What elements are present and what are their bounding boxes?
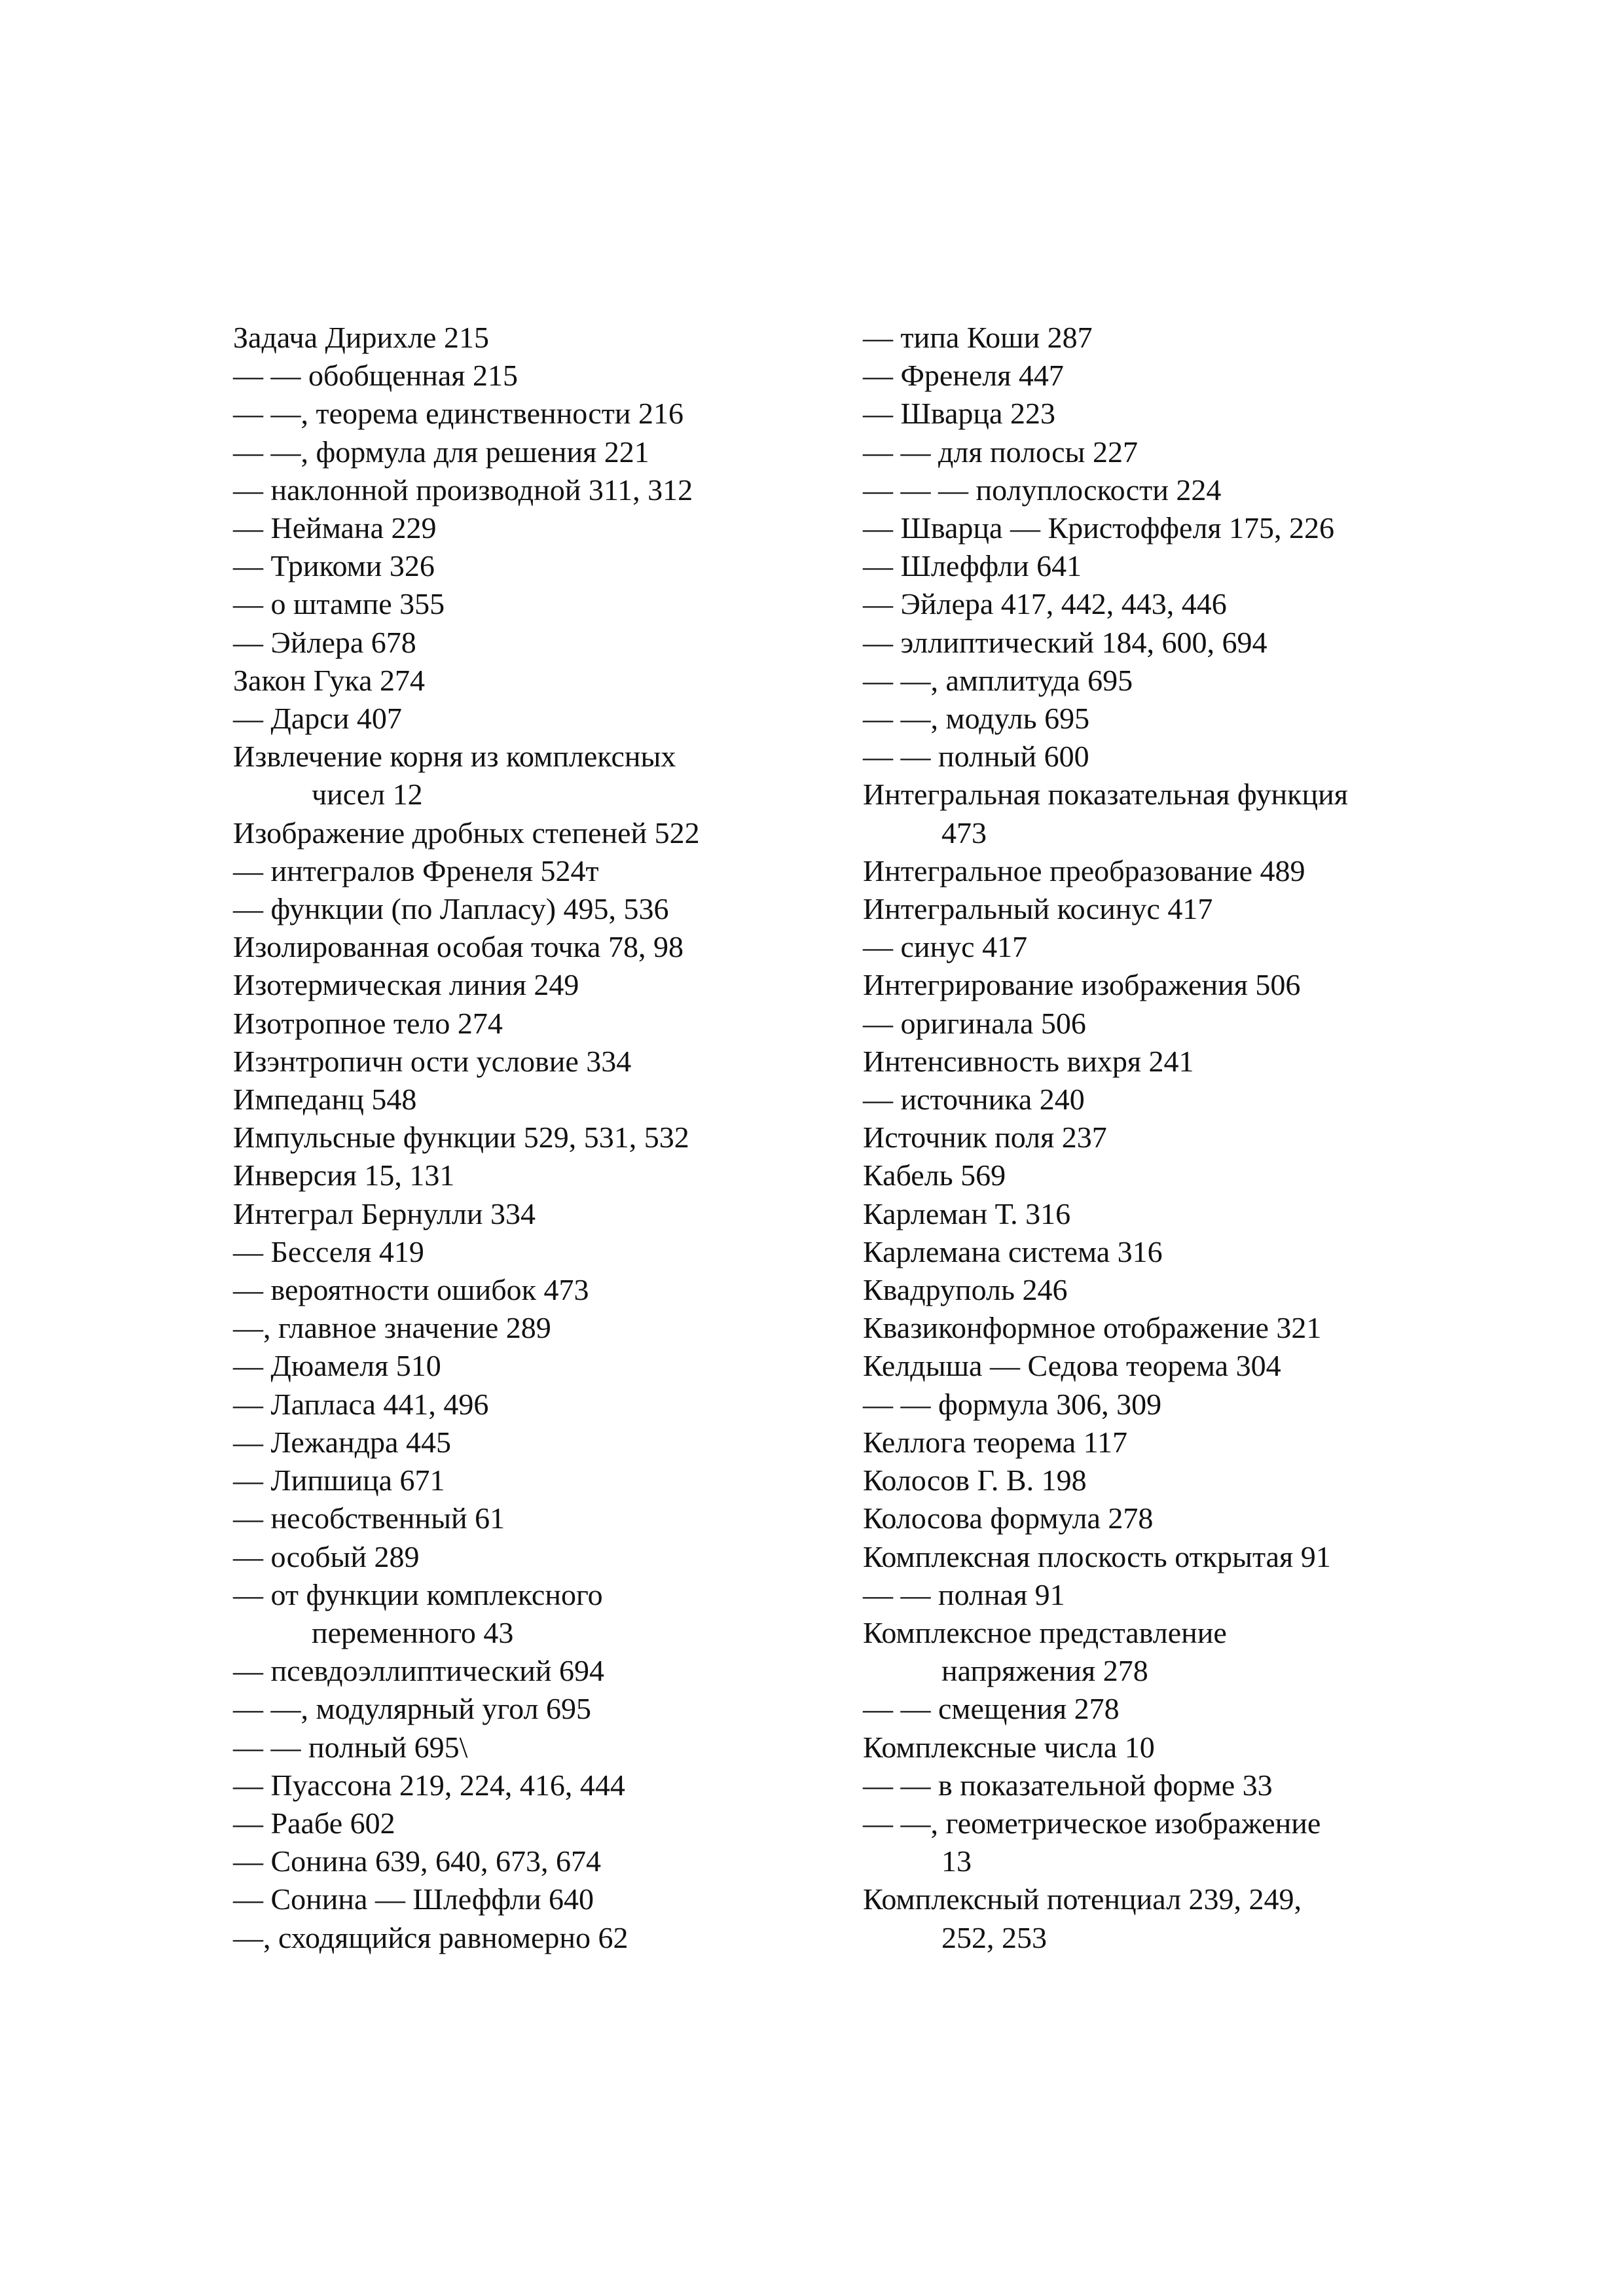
index-entry-text: Квазиконформное отображение 321 xyxy=(863,1311,1322,1345)
index-entry-continuation: 473 xyxy=(941,816,987,850)
index-entry xyxy=(233,509,822,547)
index-entry-text: — псевдоэллиптический 694 xyxy=(233,1654,605,1688)
index-column-right xyxy=(863,319,1452,1957)
index-entry-text: Изотермическая линия 249 xyxy=(233,968,579,1002)
index-entry xyxy=(863,1880,1452,1956)
index-entry-continuation: переменного 43 xyxy=(312,1615,514,1649)
index-entry xyxy=(233,585,822,623)
index-entry-text: Задача Дирихле 215 xyxy=(233,321,489,354)
index-entry-text: —, главное значение 289 xyxy=(233,1311,551,1345)
index-entry-text: Импульсные функции 529, 531, 532 xyxy=(233,1121,689,1155)
index-entry xyxy=(863,1195,1452,1233)
index-entry-text: Комплексные числа 10 xyxy=(863,1730,1155,1764)
index-entry xyxy=(863,1005,1452,1043)
index-entry xyxy=(863,1767,1452,1804)
index-entry xyxy=(863,1804,1452,1880)
index-entry-text: Комплексное представление xyxy=(863,1615,1227,1649)
index-entry xyxy=(233,471,822,509)
index-entry xyxy=(863,1614,1452,1690)
index-entry xyxy=(863,700,1452,738)
index-entry-text: Изолированная особая точка 78, 98 xyxy=(233,930,684,964)
index-entry-text: — эллиптический 184, 600, 694 xyxy=(863,625,1267,659)
index-entry xyxy=(233,1538,822,1576)
index-entry xyxy=(863,1576,1452,1614)
index-entry-text: — вероятности ошибок 473 xyxy=(233,1273,589,1307)
index-entry-text: —, сходящийся равномерно 62 xyxy=(233,1920,629,1954)
index-entry-text: — функции (по Лапласу) 495, 536 xyxy=(233,892,669,926)
index-entry-text: Келдыша — Седова теорема 304 xyxy=(863,1349,1281,1383)
index-entry xyxy=(233,547,822,585)
index-entry-text: — —, формула для решения 221 xyxy=(233,435,649,469)
index-entry-text: — Лапласа 441, 496 xyxy=(233,1387,489,1421)
index-entry-text: — —, амплитуда 695 xyxy=(863,663,1133,697)
index-entry-continuation: 13 xyxy=(941,1844,972,1878)
index-entry xyxy=(863,776,1452,852)
index-entry xyxy=(233,852,822,890)
index-entry xyxy=(863,738,1452,776)
index-entry-text: — о штампе 355 xyxy=(233,587,445,621)
index-entry-text: — типа Коши 287 xyxy=(863,321,1093,354)
index-entry xyxy=(233,1309,822,1347)
index-entry-text: Колосова формула 278 xyxy=(863,1501,1154,1535)
index-entry xyxy=(233,1005,822,1043)
index-entry-text: — — для полосы 227 xyxy=(863,435,1138,469)
index-entry xyxy=(233,1386,822,1424)
index-entry-text: — Раабе 602 xyxy=(233,1806,395,1840)
index-entry xyxy=(863,395,1452,433)
index-entry-text: Интегральный косинус 417 xyxy=(863,892,1213,926)
index-entry-text: — Трикоми 326 xyxy=(233,549,435,583)
index-entry-text: — Сонина 639, 640, 673, 674 xyxy=(233,1844,601,1878)
index-entry xyxy=(233,1347,822,1385)
index-entry-text: Квадруполь 246 xyxy=(863,1273,1068,1307)
index-entry xyxy=(233,966,822,1004)
index-entry xyxy=(863,662,1452,700)
index-entry xyxy=(233,1462,822,1499)
index-entry-text: Келлога теорема 117 xyxy=(863,1425,1127,1459)
index-entry xyxy=(233,624,822,662)
index-entry xyxy=(863,966,1452,1004)
index-entry-text: — наклонной производной 311, 312 xyxy=(233,473,693,507)
index-entry-text: — источника 240 xyxy=(863,1083,1085,1117)
index-entry xyxy=(863,1081,1452,1119)
index-entry-continuation: 252, 253 xyxy=(941,1920,1047,1954)
index-entry-text: Инверсия 15, 131 xyxy=(233,1158,455,1193)
index-entry-text: — от функции комплексного xyxy=(233,1577,603,1611)
index-entry-text: — синус 417 xyxy=(863,930,1028,964)
index-entry xyxy=(233,1195,822,1233)
index-entry-text: — — полный 695\ xyxy=(233,1730,468,1764)
index-entry xyxy=(233,814,822,852)
index-entry-text: Кабель 569 xyxy=(863,1158,1006,1193)
index-entry xyxy=(233,1043,822,1081)
index-entry xyxy=(233,1690,822,1728)
index-entry xyxy=(863,471,1452,509)
index-entry-text: Комплексный потенциал 239, 249, xyxy=(863,1882,1302,1916)
index-entry xyxy=(863,585,1452,623)
index-entry xyxy=(863,1271,1452,1309)
index-entry-text: — оригинала 506 xyxy=(863,1006,1086,1040)
index-entry-continuation: напряжения 278 xyxy=(941,1654,1148,1688)
index-entry xyxy=(233,1157,822,1194)
index-entry-text: — —, геометрическое изображение xyxy=(863,1806,1321,1840)
index-entry-text: — Лежандра 445 xyxy=(233,1425,451,1459)
index-entry xyxy=(863,928,1452,966)
index-entry-text: — Пуассона 219, 224, 416, 444 xyxy=(233,1768,625,1802)
index-entry-text: Извлечение корня из комплексных xyxy=(233,740,676,774)
index-entry-text: — Бесселя 419 xyxy=(233,1234,424,1268)
index-entry-text: — Френеля 447 xyxy=(863,359,1064,393)
index-entry-text: Интенсивность вихря 241 xyxy=(863,1044,1194,1078)
index-entry xyxy=(863,433,1452,471)
index-entry-text: — — — полуплоскости 224 xyxy=(863,473,1222,507)
index-entry-text: Интеграл Бернулли 334 xyxy=(233,1196,536,1230)
index-entry xyxy=(863,1729,1452,1767)
index-entry xyxy=(233,433,822,471)
index-entry xyxy=(233,1880,822,1918)
index-entry xyxy=(863,1043,1452,1081)
index-entry xyxy=(233,1804,822,1842)
index-entry xyxy=(233,928,822,966)
index-entry xyxy=(863,1347,1452,1385)
index-entry-text: — —, модулярный угол 695 xyxy=(233,1692,591,1726)
index-entry xyxy=(863,357,1452,395)
index-entry xyxy=(233,1842,822,1880)
index-entry-text: — — смещения 278 xyxy=(863,1692,1120,1726)
index-entry xyxy=(863,1538,1452,1576)
index-entry xyxy=(233,1081,822,1119)
index-entry xyxy=(863,1424,1452,1462)
index-entry xyxy=(863,1499,1452,1537)
index-entry-text: — несобственный 61 xyxy=(233,1501,505,1535)
index-entry-text: Источник поля 237 xyxy=(863,1121,1107,1155)
index-entry xyxy=(233,319,822,357)
index-entry xyxy=(233,1424,822,1462)
index-entry-text: — особый 289 xyxy=(233,1539,420,1573)
index-entry xyxy=(863,1386,1452,1424)
index-entry xyxy=(863,547,1452,585)
index-entry xyxy=(863,1309,1452,1347)
index-entry xyxy=(863,509,1452,547)
index-entry-text: — интегралов Френеля 524т xyxy=(233,853,599,888)
index-entry xyxy=(233,1271,822,1309)
index-entry-text: Изэнтропичн ости условие 334 xyxy=(233,1044,632,1078)
index-entry-text: Карлеман Т. 316 xyxy=(863,1196,1071,1230)
index-entry-text: Карлемана система 316 xyxy=(863,1234,1163,1268)
index-entry-text: — —, теорема единственности 216 xyxy=(233,397,684,431)
index-entry-text: — Шлеффли 641 xyxy=(863,549,1082,583)
index-entry xyxy=(233,662,822,700)
index-entry xyxy=(863,890,1452,928)
index-entry-text: — — полная 91 xyxy=(863,1577,1065,1611)
index-entry-text: — — формула 306, 309 xyxy=(863,1387,1162,1421)
index-entry xyxy=(233,1729,822,1767)
index-entry-text: — — обобщенная 215 xyxy=(233,359,518,393)
index-entry-text: Закон Гука 274 xyxy=(233,663,426,697)
index-entry-text: — Шварца 223 xyxy=(863,397,1055,431)
index-entry xyxy=(233,1652,822,1690)
index-entry xyxy=(863,1690,1452,1728)
index-entry xyxy=(863,1233,1452,1271)
index-entry xyxy=(233,1919,822,1957)
index-entry xyxy=(233,1233,822,1271)
index-entry-text: — Дюамеля 510 xyxy=(233,1349,441,1383)
index-entry-text: Импеданц 548 xyxy=(233,1083,417,1117)
index-entry xyxy=(233,1499,822,1537)
index-entry-text: Колосов Г. В. 198 xyxy=(863,1463,1087,1498)
index-entry-text: — Неймана 229 xyxy=(233,511,437,545)
index-entry-text: Изображение дробных степеней 522 xyxy=(233,816,700,850)
index-entry-text: — Шварца — Кристоффеля 175, 226 xyxy=(863,511,1335,545)
index-entry-text: — Эйлера 678 xyxy=(233,625,416,659)
index-entry-text: Интегральная показательная функция xyxy=(863,778,1348,812)
index-entry-text: Интегрирование изображения 506 xyxy=(863,968,1301,1002)
index-column-left xyxy=(233,319,822,1957)
index-entry-text: — Эйлера 417, 442, 443, 446 xyxy=(863,587,1227,621)
index-entry-text: — Дарси 407 xyxy=(233,702,402,736)
index-entry-text: Комплексная плоскость открытая 91 xyxy=(863,1539,1331,1573)
index-entry xyxy=(233,395,822,433)
index-entry xyxy=(233,1576,822,1652)
index-entry-text: Изотропное тело 274 xyxy=(233,1006,503,1040)
index-entry-text: — Сонина — Шлеффли 640 xyxy=(233,1882,594,1916)
index-entry xyxy=(233,1767,822,1804)
index-entry xyxy=(863,624,1452,662)
index-entry xyxy=(863,1119,1452,1157)
index-entry xyxy=(233,357,822,395)
index-entry-text: — Липшица 671 xyxy=(233,1463,445,1498)
index-entry xyxy=(233,890,822,928)
index-entry xyxy=(863,1157,1452,1194)
index-entry-text: — — в показательной форме 33 xyxy=(863,1768,1273,1802)
index-entry xyxy=(863,319,1452,357)
index-entry xyxy=(863,1462,1452,1499)
index-entry-text: Интегральное преобразование 489 xyxy=(863,853,1305,888)
index-entry xyxy=(233,700,822,738)
index-entry xyxy=(863,852,1452,890)
index-entry xyxy=(233,738,822,814)
index-entry xyxy=(233,1119,822,1157)
index-entry-continuation: чисел 12 xyxy=(312,778,423,812)
index-entry-text: — — полный 600 xyxy=(863,740,1089,774)
index-entry-text: — —, модуль 695 xyxy=(863,702,1090,736)
